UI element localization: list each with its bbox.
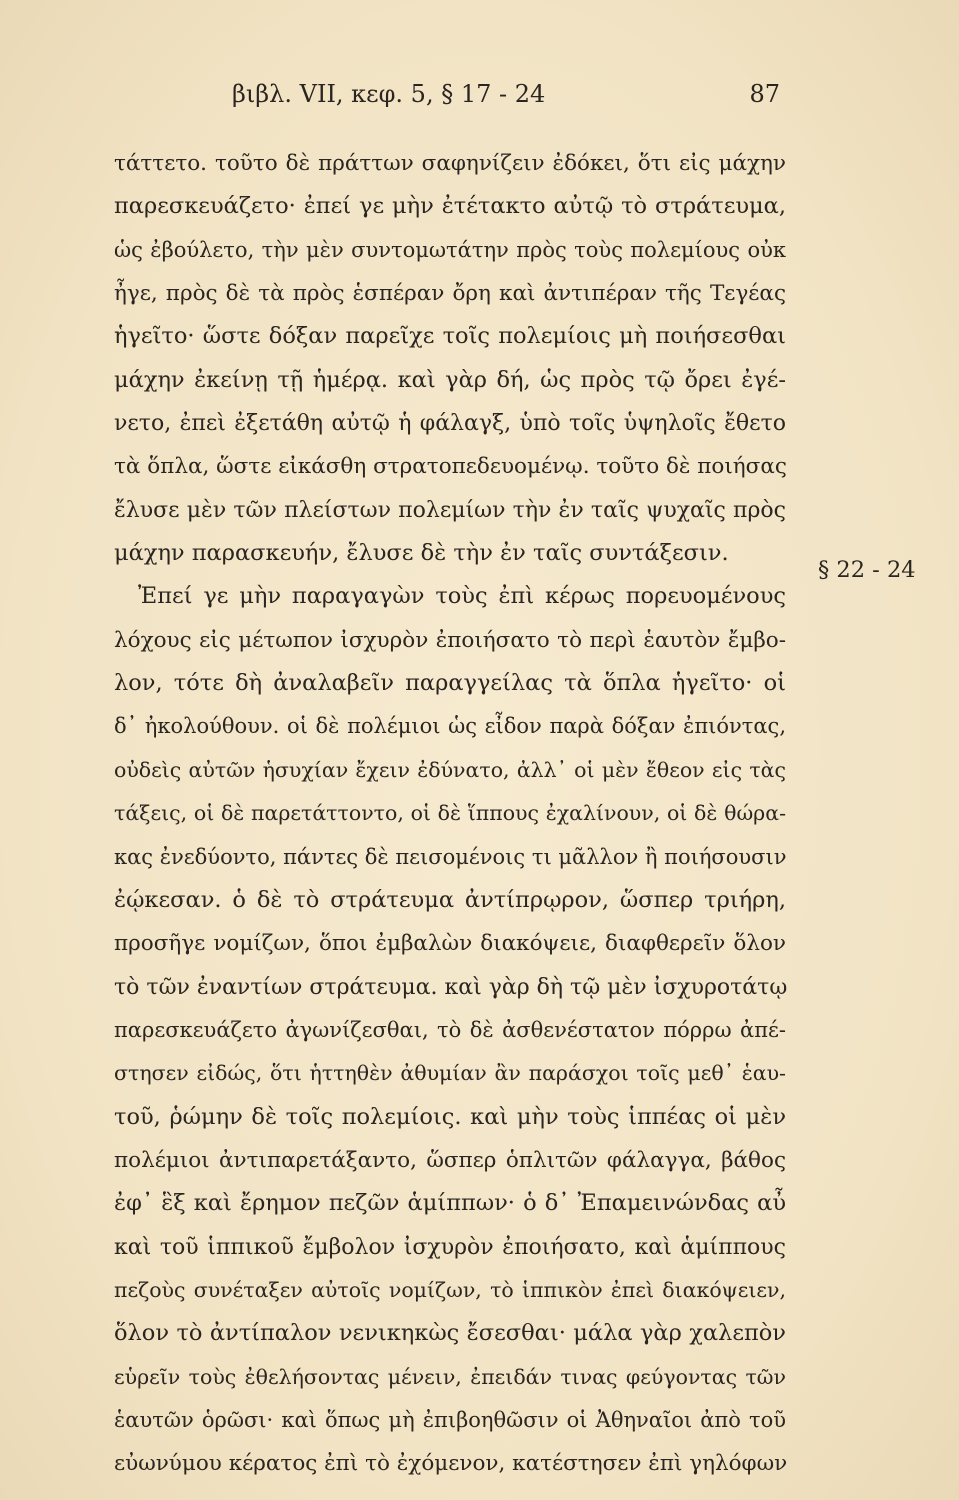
text-line: ἡγεῖτο· ὥστε δόξαν παρεῖχε τοῖς πολεμίοις μὴ ποιήσεσθαι: [114, 323, 786, 350]
marginal-section-note: § 22 - 24: [818, 557, 916, 583]
header-reference: βιβλ. VII, κεφ. 5, § 17 - 24: [232, 80, 546, 108]
text-line: ὅλον τὸ ἀντίπαλον νενικηκὼς ἔσεσθαι· μάλα γὰρ χαλεπὸν: [114, 1320, 786, 1347]
text-line: νετο, ἐπεὶ ἐξετάθη αὐτῷ ἡ φάλαγξ, ὑπὸ τοῖς ὑψηλοῖς ἔθετο: [114, 411, 786, 437]
text-line: λον, τότε δὴ ἀναλαβεῖν παραγγείλας τὰ ὅπλα ἡγεῖτο· οἱ: [114, 670, 786, 697]
running-header: [232, 80, 780, 120]
text-line: οὐδεὶς αὐτῶν ἡσυχίαν ἔχειν ἐδύνατο, ἀλλ᾽ οἱ μὲν ἔθεον εἰς τὰς: [114, 757, 786, 782]
text-line: δ᾽ ἠκολούθουν. οἱ δὲ πολέμιοι ὡς εἶδον παρὰ δόξαν ἐπιόντας,: [114, 714, 786, 739]
text-line: μάχην ἐκείνῃ τῇ ἡμέρᾳ. καὶ γὰρ δή, ὡς πρὸς τῷ ὄρει ἐγέ-: [114, 366, 786, 393]
text-line: μάχην παρασκευήν, ἔλυσε δὲ τὴν ἐν ταῖς συντάξεσιν.: [114, 540, 729, 567]
text-line: εὑρεῖν τοὺς ἐθελήσοντας μένειν, ἐπειδάν τινας φεύγοντας τῶν: [114, 1364, 786, 1389]
text-line: ἐῴκεσαν. ὁ δὲ τὸ στράτευμα ἀντίπρῳρον, ὥσπερ τριήρη,: [114, 886, 786, 913]
page-number: 87: [749, 80, 780, 108]
text-line: τὸ τῶν ἐναντίων στράτευμα. καὶ γὰρ δὴ τῷ μὲν ἰσχυροτάτῳ: [114, 974, 788, 1000]
text-line: τὰ ὅπλα, ὥστε εἰκάσθη στρατοπεδευομένῳ. τοῦτο δὲ ποιήσας: [114, 454, 787, 480]
text-line: παρεσκευάζετο ἀγωνίζεσθαι, τὸ δὲ ἀσθενέστατον πόρρω ἀπέ-: [114, 1017, 786, 1042]
text-line: ἐφ᾽ ἓξ καὶ ἔρημον πεζῶν ἁμίππων· ὁ δ᾽ Ἐπαμεινώνδας αὖ: [114, 1190, 786, 1217]
text-line: παρεσκευάζετο· ἐπεί γε μὴν ἐτέτακτο αὐτῷ τὸ στράτευμα,: [114, 193, 786, 220]
text-line: στησεν εἰδώς, ὅτι ἡττηθὲν ἀθυμίαν ἂν παράσχοι τοῖς μεθ᾽ ἑαυ-: [114, 1061, 786, 1086]
text-line: κας ἐνεδύοντο, πάντες δὲ πεισομένοις τι μᾶλλον ἢ ποιήσουσιν: [114, 844, 787, 869]
text-line: τοῦ, ῥώμην δὲ τοῖς πολεμίοις. καὶ μὴν τοὺς ἱππέας οἱ μὲν: [114, 1103, 786, 1130]
text-line: λόχους εἰς μέτωπον ἰσχυρὸν ἐποιήσατο τὸ περὶ ἑαυτὸν ἔμβο-: [114, 627, 786, 653]
body-text: [114, 142, 786, 1486]
text-line: ἦγε, πρὸς δὲ τὰ πρὸς ἑσπέραν ὄρη καὶ ἀντιπέραν τῆς Τεγέας: [114, 281, 786, 307]
text-line: τάξεις, οἱ δὲ παρετάττοντο, οἱ δὲ ἵππους ἐχαλίνουν, οἱ δὲ θώρα-: [114, 801, 786, 826]
text-line: ἔλυσε μὲν τῶν πλείστων πολεμίων τὴν ἐν ταῖς ψυχαῖς πρὸς: [114, 497, 786, 523]
text-line: εὐωνύμου κέρατος ἐπὶ τὸ ἐχόμενον, κατέστησεν ἐπὶ γηλόφων: [114, 1451, 788, 1477]
text-line: προσῆγε νομίζων, ὅποι ἐμβαλὼν διακόψειε, διαφθερεῖν ὅλον: [114, 931, 786, 957]
text-line: πεζοὺς συνέταξεν αὐτοῖς νομίζων, τὸ ἱππικὸν ἐπεὶ διακόψειεν,: [114, 1277, 786, 1302]
text-line: ὡς ἐβούλετο, τὴν μὲν συντομωτάτην πρὸς τοὺς πολεμίους οὐκ: [114, 237, 786, 262]
text-line: τάττετο. τοῦτο δὲ πράττων σαφηνίζειν ἐδόκει, ὅτι εἰς μάχην: [114, 151, 786, 176]
text-line: καὶ τοῦ ἱππικοῦ ἔμβολον ἰσχυρὸν ἐποιήσατο, καὶ ἁμίππους: [114, 1234, 786, 1260]
text-line: ἑαυτῶν ὁρῶσι· καὶ ὅπως μὴ ἐπιβοηθῶσιν οἱ Ἀθηναῖοι ἀπὸ τοῦ: [114, 1407, 786, 1432]
text-line: Ἐπεί γε μὴν παραγαγὼν τοὺς ἐπὶ κέρως πορευομένους: [138, 583, 786, 610]
text-line: πολέμιοι ἀντιπαρετάξαντο, ὥσπερ ὁπλιτῶν φάλαγγα, βάθος: [114, 1147, 786, 1173]
